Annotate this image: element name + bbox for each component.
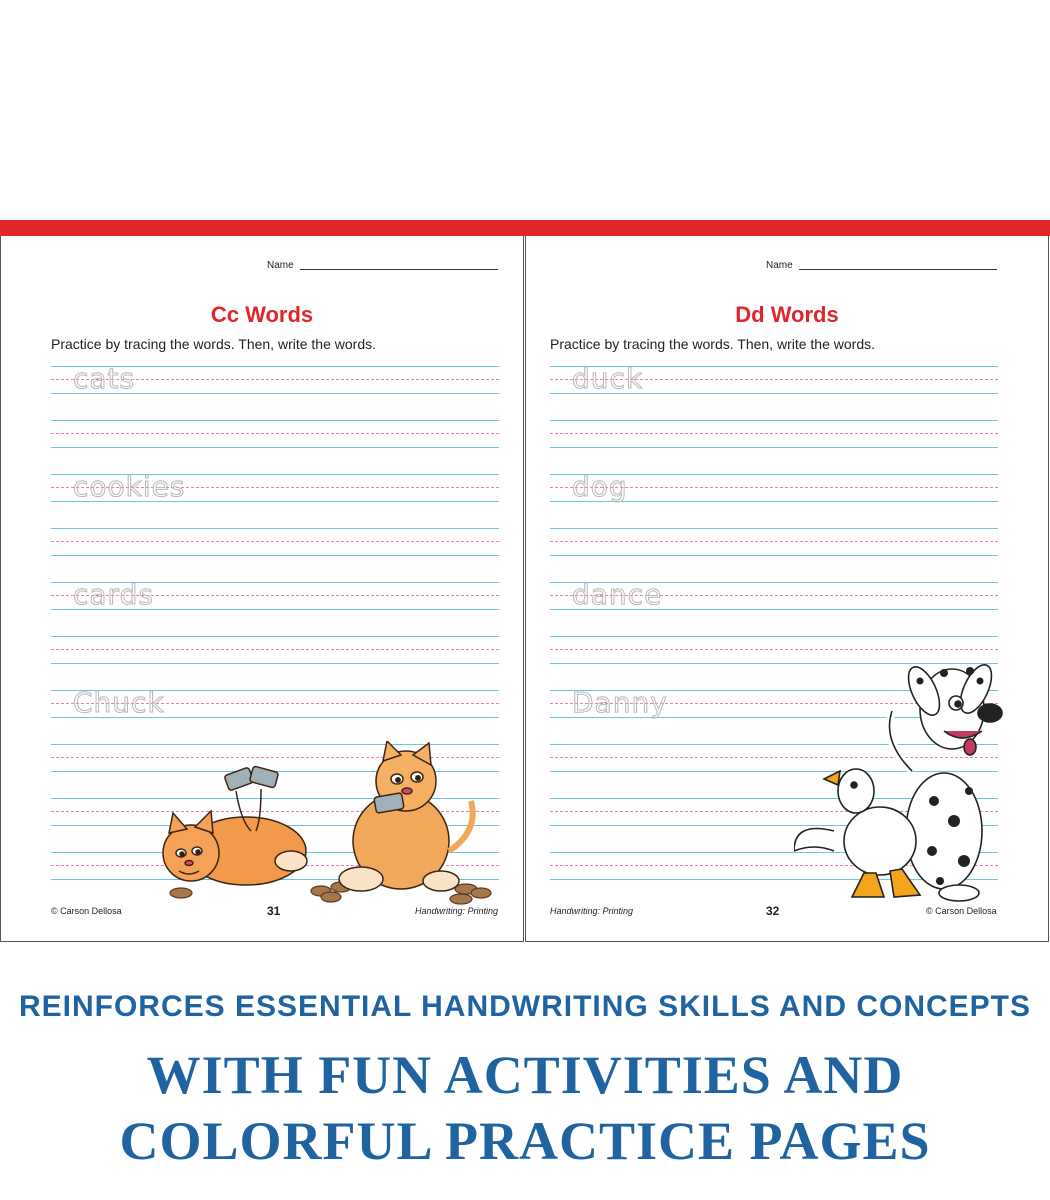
footer-subject: Handwriting: Printing (550, 906, 634, 916)
footer-copyright: © Carson Dellosa (51, 906, 122, 916)
name-rule (799, 269, 997, 270)
trace-word: Danny (572, 686, 668, 719)
red-header-bar (0, 220, 1050, 236)
page-title: Dd Words (735, 302, 839, 327)
trace-word: dog (572, 470, 628, 503)
footer-subject: Handwriting: Printing (415, 906, 499, 916)
tagline-line-1: REINFORCES ESSENTIAL HANDWRITING SKILLS AND CONCEPTS (18, 990, 1032, 1023)
left-page (0, 236, 524, 942)
tagline-line-2b: COLORFUL PRACTICE PAGES (119, 1111, 931, 1171)
page-title: Cc Words (210, 302, 314, 327)
page-number: 31 (267, 904, 281, 918)
trace-word: cards (73, 578, 154, 611)
tagline-line-2 (0, 1042, 1050, 1174)
footer-copyright: © Carson Dellosa (926, 906, 997, 916)
page-number: 32 (766, 904, 780, 918)
instruction-text: Practice by tracing the words. Then, write the words. (51, 336, 376, 352)
instruction-text: Practice by tracing the words. Then, write the words. (550, 336, 875, 352)
trace-word: duck (572, 362, 644, 395)
trace-word: cookies (73, 470, 186, 503)
dog-and-duck-dancing-illustration (794, 661, 1004, 906)
name-label: Name (267, 260, 294, 271)
name-rule (300, 269, 498, 270)
name-field (766, 260, 997, 271)
trace-word: dance (572, 578, 663, 611)
trace-word: Chuck (73, 686, 165, 719)
cats-eating-cookies-illustration (151, 741, 501, 911)
name-label: Name (766, 260, 793, 271)
right-page (525, 236, 1049, 942)
name-field (267, 260, 498, 271)
workbook-spread (0, 220, 1050, 942)
trace-word: cats (73, 362, 136, 395)
tagline-line-2a: WITH FUN ACTIVITIES AND (146, 1045, 904, 1105)
